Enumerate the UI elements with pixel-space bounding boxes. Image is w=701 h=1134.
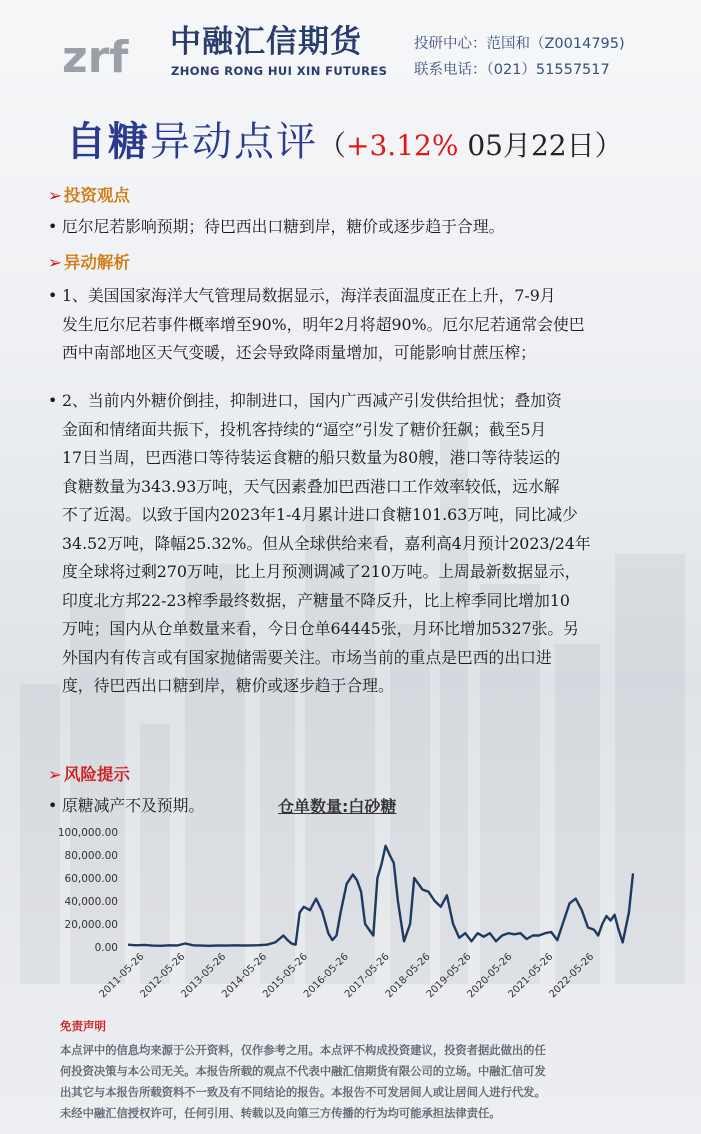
analysis-p2-line: 度全球将过剩270万吨，比上月预测调减了210万吨。上周最新数据显示， (62, 562, 581, 581)
company-name-cn: 中融汇信期货 (170, 24, 362, 60)
y-tick-label: 0.00 (94, 942, 118, 954)
disclaimer-line: 何投资决策与本公司无关。本报告所载的观点不代表中融汇信期货有限公司的立场。中融汇信可发 (60, 1065, 546, 1078)
company-logo-mark (62, 12, 162, 82)
bullet-icon: • (48, 391, 58, 410)
disclaimer-title: 免责声明 (60, 1019, 106, 1033)
series-line (128, 846, 633, 946)
x-tick-label: 2019-05-26 (424, 951, 474, 1001)
analysis-p1-line: 西中南部地区天气变暖，还会导致降雨量增加，可能影响甘蔗压榨； (62, 343, 536, 362)
contact-block (414, 31, 625, 83)
risk-text: 原糖减产不及预期。 (62, 796, 205, 815)
page-title (66, 117, 623, 171)
analysis-p2-line: 万吨；国内从仓单数量来看，今日仓单64445张，月环比增加5327张。另 (62, 619, 579, 638)
report-header (0, 0, 701, 100)
x-tick-label: 2011-05-26 (97, 951, 147, 1001)
section-head-analysis (48, 249, 130, 273)
disclaimer-line: 本点评中的信息均来源于公开资料，仅作参考之用。本点评不构成投资建议，投资者据此做出的任 (60, 1044, 546, 1057)
arrow-icon: ➢ (48, 253, 62, 272)
analysis-p2-line: 金面和情绪面共振下，投机客持续的“逼空”引发了糖价狂飙；截至5月 (62, 419, 547, 439)
arrow-icon: ➢ (48, 186, 62, 205)
x-tick-label: 2018-05-26 (383, 951, 433, 1001)
analysis-p2-line: 17日当周，巴西港口等待装运食糖的船只数量为80艘，港口等待装运的 (62, 448, 561, 467)
chart-title: 仓单数量:白砂糖 (278, 797, 397, 816)
analysis-p2-line: 印度北方邦22-23榨季最终数据，产糖量不降反升，比上榨季同比增加10 (62, 590, 570, 610)
x-tick-label: 2014-05-26 (220, 951, 270, 1001)
y-tick-label: 100,000.00 (57, 827, 118, 839)
title-paren-open: （ (318, 129, 347, 162)
section-head-risk-label: 风险提示 (63, 765, 130, 784)
x-tick-label: 2021-05-26 (506, 951, 556, 1001)
x-tick-label: 2017-05-26 (342, 951, 392, 1001)
x-tick-label: 2020-05-26 (465, 951, 515, 1001)
section-head-view (48, 182, 130, 206)
section-head-analysis-label: 异动解析 (63, 253, 130, 272)
analysis-p2-line: 外国内有传言或有国家抛储需要关注。市场当前的重点是巴西的出口进 (62, 647, 552, 667)
analysis-paragraph-2 (48, 387, 668, 701)
logo-mark-text: zrf (62, 32, 129, 82)
section-head-view-label: 投资观点 (63, 186, 130, 205)
analysis-p2-line: 34.52万吨，降幅25.32%。但从全球供给来看，嘉利高4月预计2023/24年 (62, 533, 591, 553)
research-contact: 投研中心：范国和（Z0014795) (414, 36, 625, 52)
warehouse-receipts-line-chart (40, 820, 640, 1020)
analysis-p2-line: 不了近渴。以致于国内2023年1-4月累计进口食糖101.63万吨，同比减少 (62, 505, 578, 524)
analysis-p2-line: 食糖数量为343.93万吨，天气因素叠加巴西港口工作效率较低，远水解 (62, 476, 560, 496)
view-paragraph (48, 213, 668, 242)
analysis-p2-line (48, 387, 668, 416)
bullet-icon: • (48, 796, 58, 815)
analysis-p1-line: 1、美国国家海洋大气管理局数据显示，海洋表面温度正在上升，7-9月 (62, 286, 556, 305)
company-name-en: ZHONG RONG HUI XIN FUTURES (171, 64, 388, 78)
title-topic: 异动点评 (150, 119, 318, 165)
disclaimer-body (60, 1040, 660, 1124)
title-date: 05月22日） (458, 129, 623, 162)
disclaimer (60, 1018, 660, 1124)
bullet-icon: • (48, 217, 58, 236)
x-tick-label: 2015-05-26 (261, 951, 311, 1001)
analysis-p2-line: 度，待巴西出口糖到岸，糖价或逐步趋于合理。 (62, 676, 394, 695)
analysis-paragraph-1 (48, 282, 668, 368)
disclaimer-line: 出其它与本报告所载资料不一致及有不同结论的报告。本报告不可发居间人或让居间人进行代发。 (60, 1086, 546, 1099)
disclaimer-line: 未经中融汇信授权许可，任何引用、转载以及向第三方传播的行为均可能承担法律责任。 (60, 1107, 501, 1120)
bullet-icon: • (48, 286, 58, 305)
y-tick-label: 80,000.00 (64, 850, 118, 862)
title-change-percent: +3.12% (346, 129, 459, 162)
title-commodity: 自糖 (66, 118, 150, 165)
phone-contact: 联系电话：（021）51557517 (414, 62, 610, 78)
y-tick-label: 60,000.00 (64, 873, 118, 885)
view-text: 厄尔尼若影响预期；待巴西出口糖到岸，糖价或逐步趋于合理。 (62, 217, 505, 236)
y-tick-label: 20,000.00 (64, 919, 118, 931)
y-tick-label: 40,000.00 (64, 896, 118, 908)
arrow-icon: ➢ (48, 765, 62, 784)
section-head-risk (48, 761, 130, 785)
x-tick-label: 2022-05-26 (547, 951, 597, 1001)
analysis-p1-line: 发生厄尔尼若事件概率增至90%，明年2月将超90%。厄尔尼若通常会使巴 (62, 314, 585, 334)
x-tick-label: 2016-05-26 (302, 951, 351, 1001)
analysis-p2-line-text: 2、当前内外糖价倒挂，抑制进口，国内广西减产引发供给担忧；叠加资 (62, 391, 562, 410)
x-tick-label: 2013-05-26 (179, 951, 229, 1001)
x-tick-label: 2012-05-26 (138, 951, 188, 1001)
